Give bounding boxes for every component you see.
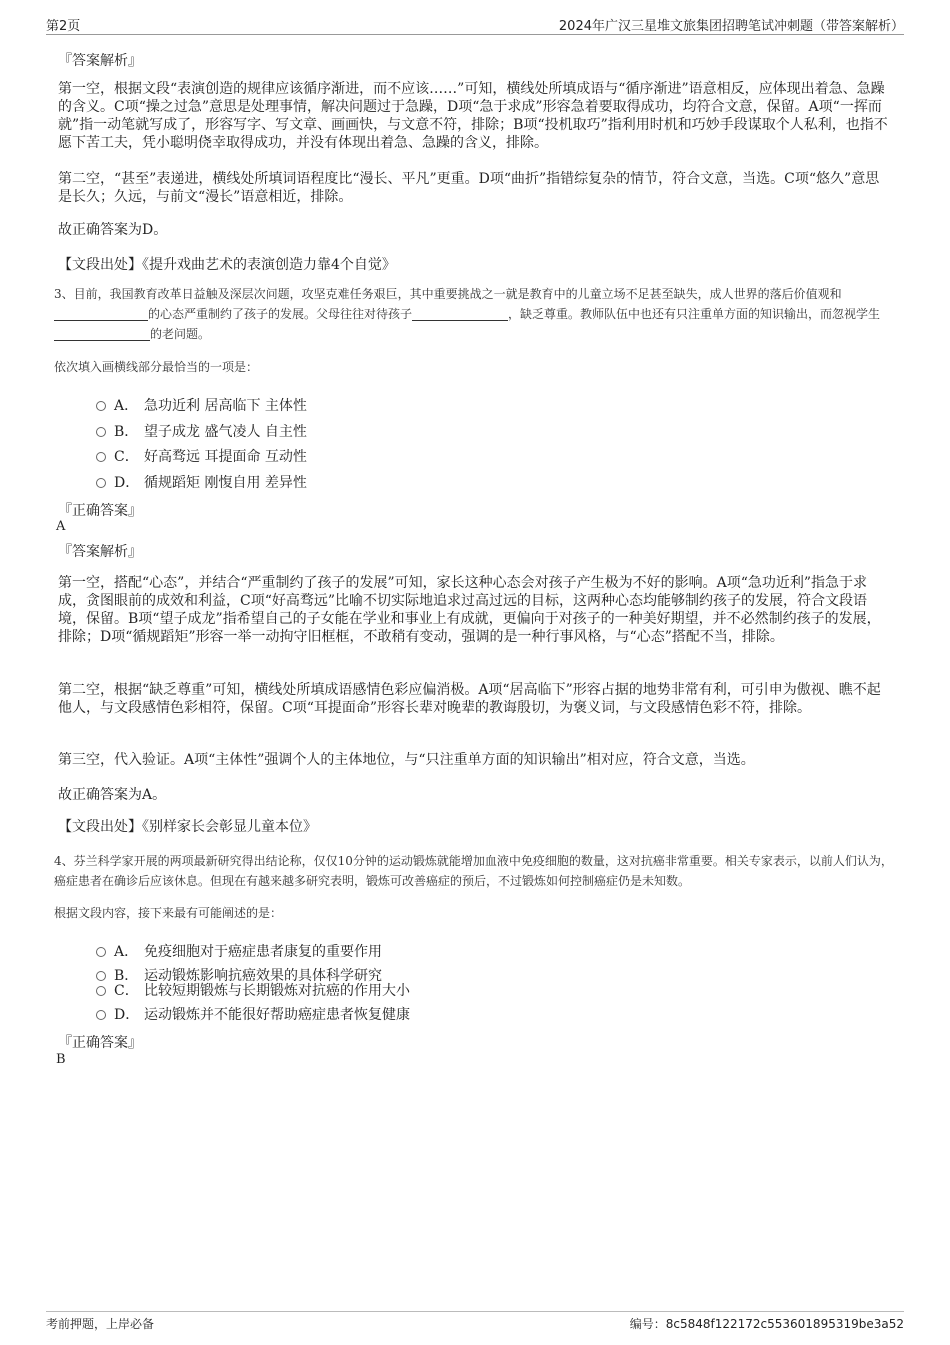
q3-answer: A [56, 519, 66, 534]
q3-prompt: 依次填入画横线部分最恰当的一项是： [54, 360, 259, 374]
q3-answer-tag: 『正确答案』 [58, 503, 142, 519]
q2-analysis-para1: 第一空，根据文段“表演创造的规律应该循序渐进，而不应该……”可知，横线处所填成语与“循序渐进”语意相反，应体现出着急、急躁的含义。C项“操之过急”意思是处理事情，解决问题过于急躁，D项“急于求成”形容急着要取得成功，均符合文意，保留。A项“一挥而就”指一动笔就写成了，形容写字、写文章、画画快，与文意不符，排除；B项“投机取巧”指利用时机和巧妙手段谋取个人私利，也指不愿下苦工夫，凭小聪明侥幸取得成功，并没有体现出着急、急躁的含义，排除。 [58, 81, 888, 151]
radio-icon[interactable] [96, 452, 106, 462]
q3-analysis-para2: 第二空，根据“缺乏尊重”可知，横线处所填成语感情色彩应偏消极。A项“居高临下”形容占据的地势非常有利，可引申为傲视、瞧不起他人，与文段感情色彩相符，保留。C项“耳提面命”形容长辈对晚辈的教诲殷切，为褒义词，与文段感情色彩不符，排除。 [58, 682, 881, 716]
q4-answer-tag: 『正确答案』 [58, 1035, 142, 1051]
q3-conclusion: 故正确答案为A。 [58, 787, 167, 803]
q3-option-c[interactable]: C． 好高骛远 耳提面命 互动性 [96, 446, 307, 468]
q4-option-d[interactable]: D． 运动锻炼并不能很好帮助癌症患者恢复健康 [96, 1004, 410, 1026]
radio-icon[interactable] [96, 401, 106, 411]
q3-analysis-para3: 第三空，代入验证。A项“主体性”强调个人的主体地位，与“只注重单方面的知识输出”相对应，符合文意，当选。 [58, 752, 755, 768]
q3-stem: 3、目前，我国教育改革日益触及深层次问题，攻坚克难任务艰巨，其中重要挑战之一就是教育中的儿童立场不足甚至缺失，成人世界的落后价值观和的心态严重制约了孩子的发展。父母往往对待孩子 ，缺乏尊重。教师队伍中也还有只注重单方面的知识输出，而忽视学生的老问题。 [54, 287, 881, 341]
q3-option-a[interactable]: A． 急功近利 居高临下 主体性 [96, 395, 307, 417]
radio-icon[interactable] [96, 1010, 106, 1020]
q4-stem: 4、芬兰科学家开展的两项最新研究得出结论称，仅仅10分钟的运动锻炼就能增加血液中免疫细胞的数量，这对抗癌非常重要。相关专家表示，以前人们认为，癌症患者在确诊后应该休息。但现在有越来越多研究表明，锻炼可改善癌症的预后，不过锻炼如何控制癌症仍是未知数。 [54, 854, 893, 888]
radio-icon[interactable] [96, 478, 106, 488]
q2-conclusion: 故正确答案为D。 [58, 222, 168, 238]
radio-icon[interactable] [96, 947, 106, 957]
q4-option-a[interactable]: A． 免疫细胞对于癌症患者康复的重要作用 [96, 941, 382, 963]
q3-option-d[interactable]: D． 循规蹈矩 刚愎自用 差异性 [96, 472, 307, 494]
q2-source: 【文段出处】《提升戏曲艺术的表演创造力靠4个自觉》 [58, 257, 396, 273]
q3-analysis-para1: 第一空，搭配“心态”，并结合“严重制约了孩子的发展”可知，家长这种心态会对孩子产生极为不好的影响。A项“急功近利”指急于求成，贪图眼前的成效和利益，C项“好高骛远”比喻不切实际地追求过高过远的目标，这两种心态均能够制约孩子的发展，符合文段语境，保留。B项“望子成龙”指希望自己的子女能在学业和事业上有成就，更偏向于对孩子的一种美好期望，并不必然制约孩子的发展，排除；D项“循规蹈矩”形容一举一动拘守旧框框，不敢稍有变动，强调的是一种行事风格，与“心态”搭配不当，排除。 [58, 575, 881, 645]
q3-analysis-tag: 『答案解析』 [58, 544, 142, 560]
footer-slogan: 考前押题，上岸必备 [46, 1317, 155, 1331]
q4-answer: B [56, 1052, 66, 1067]
q4-option-b[interactable]: B． 运动锻炼影响抗癌效果的具体科学研究 [96, 965, 382, 987]
q2-analysis-tag: 『答案解析』 [58, 53, 142, 69]
q4-prompt: 根据文段内容，接下来最有可能阐述的是： [54, 906, 283, 920]
document-title: 2024年广汉三星堆文旅集团招聘笔试冲刺题（带答案解析） [558, 19, 904, 34]
q4-option-c[interactable]: C． 比较短期锻炼与长期锻炼对抗癌的作用大小 [96, 980, 410, 1002]
radio-icon[interactable] [96, 986, 106, 996]
document-id: 编号：8c5848f122172c553601895319be3a52 [629, 1317, 904, 1331]
page-number: 第2页 [46, 19, 81, 34]
page-header [46, 14, 904, 35]
q3-source: 【文段出处】《别样家长会彰显儿童本位》 [58, 819, 317, 835]
q3-option-b[interactable]: B． 望子成龙 盛气凌人 自主性 [96, 421, 307, 443]
radio-icon[interactable] [96, 427, 106, 437]
page-footer [46, 1311, 904, 1335]
q2-analysis-para2: 第二空，“甚至”表递进，横线处所填词语程度比“漫长、平凡”更重。D项“曲折”指错综复杂的情节，符合文意，当选。C项“悠久”意思是长久；久远，与前文“漫长”语意相近，排除。 [58, 171, 880, 205]
